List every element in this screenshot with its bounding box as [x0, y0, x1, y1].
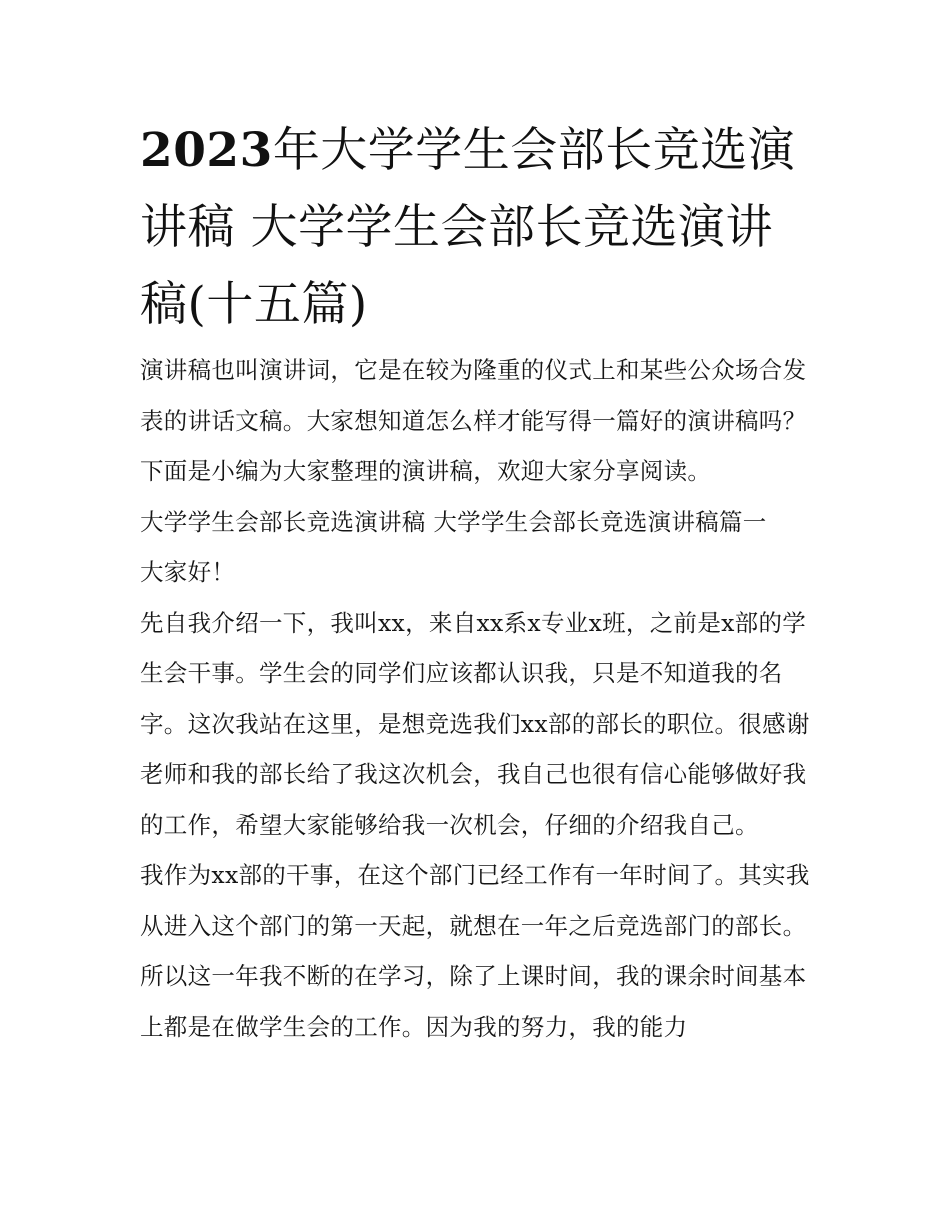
- document-title: [140, 112, 812, 343]
- paragraph-greeting: 大家好！: [140, 558, 236, 586]
- paragraph-experience: 我作为xx部的干事，在这个部门已经工作有一年时间了。其实我从进入这个部门的第一天起，就想在一年之后竞选部门的部长。所以这一年我不断的在学习，除了上课时间，我的课余时间基本上都是在做学生会的工作。因为我的努力，我的能力: [140, 861, 810, 1041]
- document-title-text: 年大学学生会部长竞选演讲稿 大学学生会部长竞选演讲稿(十五篇): [140, 123, 796, 332]
- paragraph-intro: 演讲稿也叫演讲词，它是在较为隆重的仪式上和某些公众场合发表的讲话文稿。大家想知道怎么样才能写得一篇好的演讲稿吗？下面是小编为大家整理的演讲稿，欢迎大家分享阅读。: [140, 356, 807, 485]
- document-body: [140, 345, 812, 1052]
- document-title-year: 2023: [140, 123, 273, 178]
- paragraph-self-introduction: 先自我介绍一下，我叫xx，来自xx系x专业x班，之前是x部的学生会干事。学生会的同学们应该都认识我，只是不知道我的名字。这次我站在这里，是想竞选我们xx部的部长的职位。很感谢老师和我的部长给了我这次机会，我自己也很有信心能够做好我的工作，希望大家能够给我一次机会，仔细的介绍我自己。: [140, 608, 810, 839]
- paragraph-section-heading: 大学学生会部长竞选演讲稿 大学学生会部长竞选演讲稿篇一: [140, 507, 767, 536]
- document-page: [140, 112, 812, 1052]
